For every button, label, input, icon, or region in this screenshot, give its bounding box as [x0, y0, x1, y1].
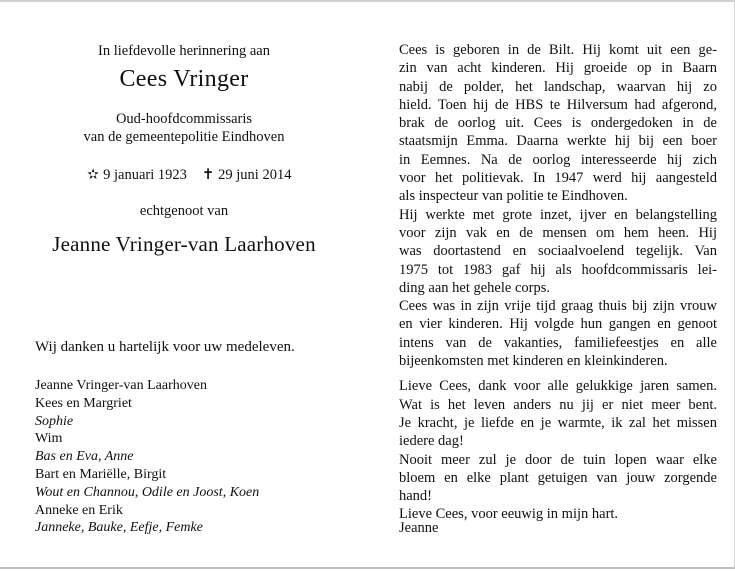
spouse-of-label: echtgenoot van [139, 203, 229, 219]
birth-date [87, 167, 187, 184]
text-line: bloem en elke plant getuigen van jouw zorgende [399, 469, 717, 486]
text-line: staatsmijn Emma. Daarna werkte hij bij een boer [399, 133, 717, 150]
death-date-text: 29 juni 2014 [218, 167, 292, 183]
text-line: hield. Toen hij de HBS te Hilversum had afgerond, [399, 96, 717, 113]
text-line: als inspecteur van politie te Eindhoven. [399, 188, 628, 205]
text-line: en vier kinderen. Hij volgde hun gangen en genoot [399, 316, 717, 333]
biography-text [399, 41, 717, 524]
text-line: Hij werkte met grote inzet, ijver en belangstelling [399, 206, 717, 223]
family-member: Sophie [35, 413, 74, 429]
family-member: Bas en Eva, Anne [35, 449, 134, 465]
family-member: Anneke en Erik [35, 502, 123, 518]
text-line: hand! [399, 488, 433, 505]
deceased-name: Cees Vringer [119, 66, 249, 92]
family-member: Bart en Mariëlle, Birgit [35, 466, 167, 482]
text-line: zin van acht kinderen. Hij groeide op in Baarn [399, 60, 717, 77]
text-line: nabij de polder, het landschap, waarvan hij zo [399, 78, 717, 95]
family-member: Jeanne Vringer-van Laarhoven [35, 378, 207, 393]
birth-date-text: 9 januari 1923 [103, 167, 187, 183]
text-line: in Eemnes. Na de oorlog interesseerde hij zich [399, 151, 717, 168]
spouse-name: Jeanne Vringer-van Laarhoven [52, 232, 316, 256]
thanks-text: Wij danken u hartelijk voor uw medeleven. [35, 339, 295, 355]
cross-icon: ✝ [202, 167, 215, 183]
role-line-1: Oud-hoofdcommissaris [115, 111, 253, 127]
role-line-2: van de gemeentepolitie Eindhoven [83, 129, 285, 145]
text-line: Je kracht, je liefde en je warmte, ik zal het missen [399, 414, 717, 431]
text-line: intens van de vakanties, familiefeestjes en alle [399, 334, 717, 351]
left-panel [0, 2, 368, 571]
signature: Jeanne [399, 520, 439, 536]
text-line: 1975 tot 1983 gaf hij als hoofdcommissaris lei- [399, 261, 717, 278]
text-line: voor zijn vak en de mensen om hem heen. Hij [399, 224, 717, 241]
intro-text: In liefdevolle herinnering aan [98, 43, 270, 59]
family-member: Wim [35, 431, 63, 447]
text-line: Cees was in zijn vrije tijd graag thuis bij zijn vrouw [399, 298, 717, 315]
text-line: iedere dag! [399, 433, 464, 450]
family-member: Janneke, Bauke, Eefje, Femke [35, 520, 203, 536]
text-line: Lieve Cees, voor eeuwig in mijn hart. [399, 506, 619, 523]
text-line: Nooit meer zul je door de tuin lopen waar elke [399, 451, 717, 468]
text-line: Wat is het leven anders nu jij er niet meer bent. [399, 396, 717, 413]
text-line: voor het politievak. In 1947 werd hij aangesteld [399, 170, 717, 187]
text-line: brak de oorlog uit. Cees is ondergedoken in de [399, 115, 717, 132]
star-icon: ✫ [87, 167, 100, 183]
death-date [202, 167, 291, 184]
family-member: Kees en Margriet [35, 395, 132, 411]
text-line: ding aan het gehele corps. [399, 279, 550, 296]
text-line: bijeenkomsten met kinderen en kleinkinderen. [399, 353, 668, 370]
text-line: Cees is geboren in de Bilt. Hij komt uit een ge- [399, 42, 717, 58]
family-member: Wout en Channou, Odile en Joost, Koen [35, 484, 260, 500]
text-line: Lieve Cees, dank voor alle gelukkige jaren samen. [399, 378, 717, 395]
paragraph-gap [399, 370, 717, 377]
family-list [35, 377, 259, 537]
text-line: was doortastend en sociaalvoelend tegelijk. Van [399, 243, 717, 260]
